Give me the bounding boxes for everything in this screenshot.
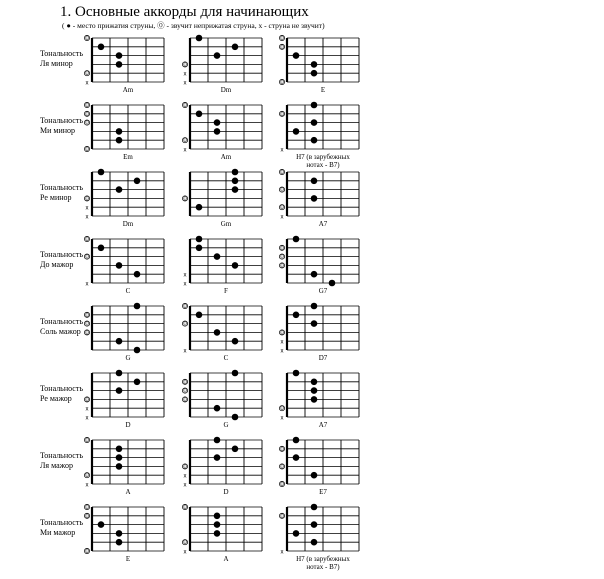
finger-dot (116, 387, 123, 394)
chord-grid (40, 35, 359, 571)
chord-name-line: Gm (220, 220, 232, 228)
key-row (40, 303, 359, 362)
finger-dot (311, 137, 318, 144)
finger-dot (116, 137, 123, 144)
open-string-label: 0 (85, 330, 89, 337)
open-string-label: 0 (280, 464, 284, 471)
key-label-line: Тональность (40, 518, 84, 527)
chord-name (224, 287, 228, 295)
finger-dot (214, 521, 221, 528)
finger-dot (293, 236, 300, 243)
chord-name (221, 153, 232, 161)
chord-name-line: G (223, 421, 229, 429)
finger-dot (232, 169, 239, 176)
chord-name (319, 488, 327, 496)
chord-name (223, 421, 228, 429)
key-row (40, 236, 359, 295)
chord-diagram (279, 35, 359, 94)
chord-name-line: Am (220, 153, 232, 161)
chord-name-line: Dm (122, 220, 134, 228)
finger-dot (232, 446, 239, 453)
chord-name (126, 555, 130, 563)
finger-dot (311, 379, 318, 386)
finger-dot (116, 454, 123, 461)
muted-string-marker: x (85, 281, 89, 288)
chord-diagram (84, 102, 164, 161)
chord-name (319, 354, 328, 362)
finger-dot (134, 178, 141, 185)
finger-dot (116, 530, 123, 537)
key-label (40, 250, 83, 269)
key-label-line: Тональность (40, 250, 84, 259)
chord-name (319, 287, 328, 295)
open-string-label: 0 (183, 397, 187, 404)
open-string-label: 0 (183, 464, 187, 471)
chord-name (319, 421, 328, 429)
finger-dot (214, 329, 221, 336)
finger-dot (311, 178, 318, 185)
muted-string-marker: x (183, 272, 187, 279)
finger-dot (311, 61, 318, 68)
finger-dot (214, 513, 221, 520)
finger-dot (116, 61, 123, 68)
chord-diagram (182, 35, 262, 94)
chord-diagram (84, 303, 164, 362)
open-string-label: 0 (280, 205, 284, 212)
key-label-line: Соль мажор (40, 327, 81, 336)
chord-name-line: E (320, 86, 326, 94)
finger-dot (311, 396, 318, 403)
chord-diagram (84, 437, 164, 496)
finger-dot (214, 437, 221, 444)
finger-dot (116, 338, 123, 345)
chord-name (221, 86, 232, 94)
open-string-label: 0 (280, 446, 284, 453)
open-string-label: 0 (280, 36, 284, 42)
chord-diagram (84, 370, 164, 429)
muted-string-marker: x (183, 80, 187, 87)
key-label-line: Тональность (40, 317, 84, 326)
chord-diagram (279, 169, 359, 228)
muted-string-marker: x (183, 281, 187, 288)
finger-dot (311, 472, 318, 479)
finger-dot (311, 387, 318, 394)
key-row (40, 437, 359, 496)
open-string-label: 0 (183, 196, 187, 203)
finger-dot (196, 35, 203, 42)
key-label (40, 384, 83, 403)
open-string-label: 0 (280, 80, 284, 86)
chord-name (125, 421, 130, 429)
key-label (40, 183, 83, 202)
open-string-label: 0 (183, 379, 187, 386)
finger-dot (98, 521, 105, 528)
finger-dot (214, 253, 221, 260)
finger-dot (214, 128, 221, 135)
chord-name (123, 153, 133, 161)
finger-dot (293, 52, 300, 59)
muted-string-marker: x (183, 71, 187, 78)
finger-dot (116, 446, 123, 453)
muted-string-marker: x (280, 348, 284, 355)
key-row (40, 102, 359, 169)
open-string-label: 0 (183, 62, 187, 69)
open-string-label: 0 (85, 397, 89, 404)
finger-dot (98, 44, 105, 51)
chord-name-line: C (223, 354, 229, 362)
muted-string-marker: x (85, 205, 89, 212)
chord-name (319, 220, 328, 228)
finger-dot (214, 405, 221, 412)
open-string-label: 0 (85, 36, 89, 42)
chord-diagram (279, 236, 359, 295)
chord-name (125, 354, 130, 362)
key-row (40, 35, 359, 94)
muted-string-marker: x (183, 147, 187, 154)
finger-dot (329, 280, 336, 287)
legend: ( ● - место прижатия струны, ⓪ - звучит неприжатая струна, x - струна не звучит) (62, 21, 325, 30)
chord-name (123, 220, 134, 228)
open-string-label: 0 (85, 438, 89, 444)
finger-dot (232, 262, 239, 269)
chord-name (123, 86, 134, 94)
chord-diagram (279, 437, 359, 496)
chord-name (321, 86, 325, 94)
finger-dot (311, 539, 318, 546)
finger-dot (232, 44, 239, 51)
open-string-label: 0 (280, 330, 284, 337)
chord-name-line: A7 (318, 220, 328, 228)
key-label-line: До мажор (40, 260, 74, 269)
finger-dot (311, 70, 318, 77)
finger-dot (98, 245, 105, 252)
key-label-line: Ля минор (40, 59, 73, 68)
chord-diagram (184, 236, 263, 295)
finger-dot (196, 111, 203, 118)
chord-name-line: D7 (318, 354, 328, 362)
chord-name-line: G (125, 354, 131, 362)
chord-diagram (182, 169, 262, 228)
open-string-label: 0 (85, 111, 89, 118)
muted-string-marker: x (85, 80, 89, 87)
muted-string-marker: x (280, 549, 284, 556)
chord-name-line: A7 (318, 421, 328, 429)
open-string-label: 0 (280, 187, 284, 194)
finger-dot (196, 236, 203, 243)
chord-name-line: E7 (319, 488, 327, 496)
chord-name (296, 555, 350, 571)
finger-dot (214, 454, 221, 461)
muted-string-marker: x (85, 406, 89, 413)
chord-name-line: A (125, 488, 131, 496)
open-string-label: 0 (280, 44, 284, 51)
key-row (40, 169, 359, 228)
finger-dot (116, 539, 123, 546)
key-label-line: Тональность (40, 49, 84, 58)
finger-dot (134, 379, 141, 386)
open-string-label: 0 (183, 540, 187, 547)
open-string-label: 0 (280, 254, 284, 261)
chord-diagram (182, 437, 262, 496)
open-string-label: 0 (183, 138, 187, 145)
key-label-line: Ми мажор (40, 528, 76, 537)
chord-name-line: H7 (в зарубежных (296, 555, 350, 563)
open-string-label: 0 (280, 111, 284, 118)
muted-string-marker: x (85, 482, 89, 489)
open-string-label: 0 (183, 388, 187, 395)
finger-dot (196, 312, 203, 319)
finger-dot (293, 128, 300, 135)
finger-dot (134, 347, 141, 354)
muted-string-marker: x (280, 147, 284, 154)
chord-diagram (279, 102, 359, 169)
finger-dot (293, 370, 300, 377)
chord-diagram (182, 102, 262, 161)
key-label-line: Тональность (40, 116, 84, 125)
finger-dot (214, 119, 221, 126)
finger-dot (311, 303, 318, 310)
muted-string-marker: x (183, 549, 187, 556)
chord-diagram (182, 303, 262, 362)
chord-name (221, 220, 232, 228)
open-string-label: 0 (85, 254, 89, 261)
finger-dot (293, 454, 300, 461)
finger-dot (293, 312, 300, 319)
chord-name-line: A (223, 555, 229, 563)
open-string-label: 0 (85, 505, 89, 511)
muted-string-marker: x (183, 348, 187, 355)
chord-name-line: Em (123, 153, 133, 161)
open-string-label: 0 (280, 263, 284, 270)
chord-name-line: Dm (220, 86, 232, 94)
open-string-label: 0 (85, 237, 89, 243)
finger-dot (116, 370, 123, 377)
finger-dot (311, 271, 318, 278)
open-string-label: 0 (280, 406, 284, 413)
open-string-label: 0 (85, 473, 89, 480)
finger-dot (196, 245, 203, 252)
muted-string-marker: x (85, 214, 89, 221)
open-string-label: 0 (280, 482, 284, 488)
finger-dot (116, 186, 123, 193)
chord-name (224, 354, 229, 362)
finger-dot (311, 102, 318, 109)
open-string-label: 0 (85, 513, 89, 520)
chord-diagram (84, 35, 164, 94)
chord-diagram (84, 169, 164, 228)
finger-dot (116, 262, 123, 269)
finger-dot (98, 169, 105, 176)
open-string-label: 0 (280, 513, 284, 520)
key-label-line: Ре минор (40, 193, 72, 202)
key-label-line: Ре мажор (40, 394, 72, 403)
open-string-label: 0 (183, 304, 187, 310)
chord-name-line: нотах - B7) (306, 563, 340, 571)
muted-string-marker: x (85, 415, 89, 422)
chord-name-line: D (125, 421, 131, 429)
chord-name (296, 153, 350, 169)
key-label (40, 49, 83, 68)
key-label (40, 317, 83, 336)
finger-dot (116, 128, 123, 135)
chord-name (223, 555, 228, 563)
chord-diagram (182, 504, 262, 563)
chord-diagram (182, 370, 262, 429)
key-label (40, 116, 83, 135)
open-string-label: 0 (85, 312, 89, 319)
key-label (40, 451, 83, 470)
open-string-label: 0 (85, 103, 89, 109)
chord-diagram (279, 504, 359, 571)
open-string-label: 0 (280, 170, 284, 176)
finger-dot (311, 119, 318, 126)
key-label-line: Тональность (40, 183, 84, 192)
chord-name-line: F (224, 287, 228, 295)
muted-string-marker: x (280, 415, 284, 422)
chord-name-line: C (125, 287, 131, 295)
finger-dot (232, 338, 239, 345)
finger-dot (232, 186, 239, 193)
key-label-line: Тональность (40, 451, 84, 460)
finger-dot (116, 52, 123, 59)
chord-diagram (84, 504, 164, 563)
chord-diagram (84, 236, 164, 295)
chord-name (125, 488, 130, 496)
open-string-label: 0 (85, 71, 89, 78)
muted-string-marker: x (280, 339, 284, 346)
chord-name-line: E (125, 555, 131, 563)
finger-dot (311, 195, 318, 202)
finger-dot (134, 271, 141, 278)
open-string-label: 0 (183, 103, 187, 109)
chord-name-line: Am (122, 86, 134, 94)
key-row (40, 504, 359, 571)
finger-dot (116, 463, 123, 470)
chord-name-line: G7 (318, 287, 328, 295)
muted-string-marker: x (183, 482, 187, 489)
open-string-label: 0 (85, 120, 89, 127)
key-row (40, 370, 359, 429)
key-label-line: Ля мажор (40, 461, 73, 470)
open-string-label: 0 (280, 245, 284, 252)
key-label (40, 518, 83, 537)
chord-diagram (279, 370, 359, 429)
chord-name-line: нотах - B7) (306, 161, 340, 169)
chord-name (126, 287, 131, 295)
chord-name (223, 488, 228, 496)
open-string-label: 0 (85, 147, 89, 153)
finger-dot (214, 530, 221, 537)
finger-dot (232, 178, 239, 185)
open-string-label: 0 (183, 321, 187, 328)
key-label-line: Ми минор (40, 126, 76, 135)
finger-dot (311, 504, 318, 511)
muted-string-marker: x (280, 214, 284, 221)
open-string-label: 0 (85, 321, 89, 328)
finger-dot (311, 521, 318, 528)
finger-dot (232, 414, 239, 421)
chord-diagram (279, 303, 359, 362)
finger-dot (196, 204, 203, 211)
muted-string-marker: x (183, 473, 187, 480)
open-string-label: 0 (85, 196, 89, 203)
chord-name-line: D (223, 488, 229, 496)
open-string-label: 0 (85, 549, 89, 555)
finger-dot (134, 303, 141, 310)
finger-dot (311, 320, 318, 327)
chord-name-line: H7 (в зарубежных (296, 153, 350, 161)
page-title: 1. Основные аккорды для начинающих (60, 4, 309, 20)
finger-dot (214, 52, 221, 59)
key-label-line: Тональность (40, 384, 84, 393)
finger-dot (293, 530, 300, 537)
open-string-label: 0 (183, 505, 187, 511)
finger-dot (232, 370, 239, 377)
finger-dot (293, 437, 300, 444)
